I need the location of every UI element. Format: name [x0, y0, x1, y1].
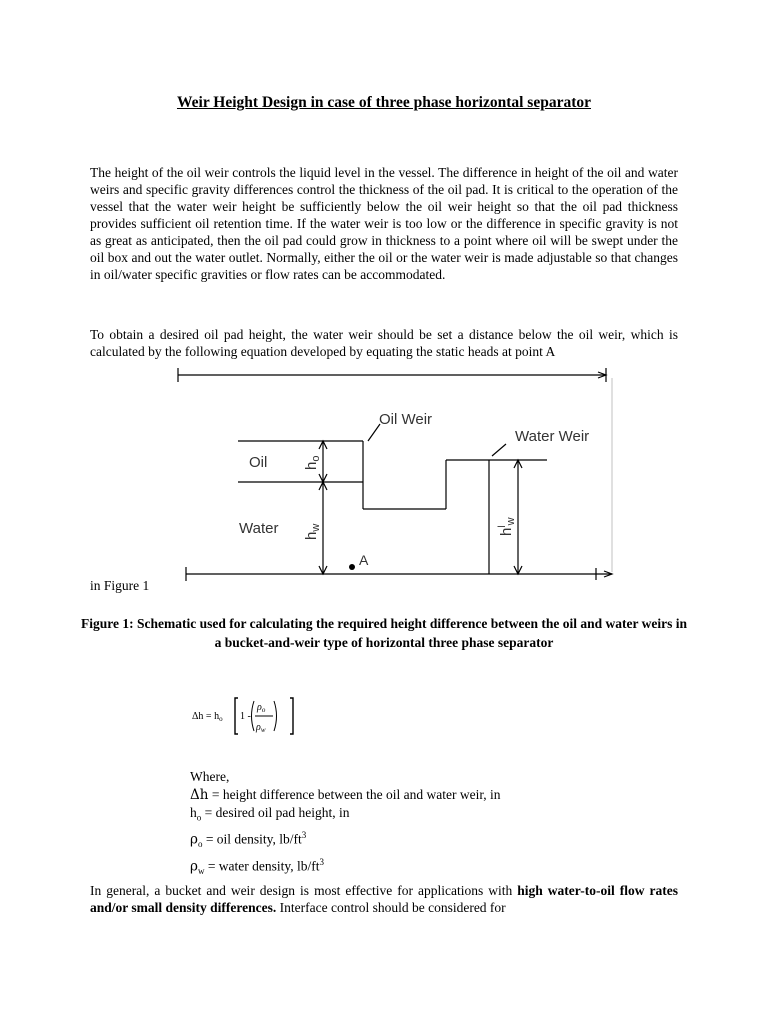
h-lw-label: $h^l_w$ [497, 517, 517, 536]
oil-weir-label: Oil Weir [379, 411, 433, 428]
water-weir-label: Water Weir [515, 428, 590, 445]
water-label: Water [239, 520, 279, 537]
oil-label: Oil [249, 454, 268, 471]
paragraph-bucket-weir: In general, a bucket and weir design is most effective for applications with high water-to-oil flow rates and/or small density differences. Interface control should be considered for [90, 883, 678, 915]
paragraph-intro: The height of the oil weir controls the liquid level in the vessel. The difference in height of the oil and water weirs and specific gravity differences control the thickness of the oil pad. It is critical to the operation of the vessel that the water weir height be sufficiently below the oil weir height so that the oil pad thickness provides sufficient oil retention time. If the water weir is too low or the difference in specific gravity is not as great as anticipated, then the oil pad could grow in thickness to a point where oil will be swept under the oil box and out the water outlet. Normally, either the oil or the water weir is made adjustable so that changes in oil/water specific gravities or flow rates can be accommodated. [90, 165, 678, 282]
paragraph-weir-distance: To obtain a desired oil pad height, the water weir should be set a distance below the oil weir, which is calculated by the following equation developed by equating the static heads at point A [90, 327, 678, 359]
h-w-label: $h_w$ [303, 523, 322, 540]
svg-text:Δh = ho: $\Delta h = h_o$ [192, 711, 223, 723]
definition-rho-w: $\rho_w$ = water density, $lb/ft^3$ [190, 856, 325, 877]
svg-text:1 -: 1 - [240, 711, 251, 722]
point-a-marker [349, 564, 355, 570]
svg-text:ρo: $\rho_o$ [257, 702, 266, 714]
where-heading: Where, [190, 769, 230, 784]
svg-text:ρw: $\rho_w$ [256, 722, 266, 734]
h-o-label: $h_o$ [303, 455, 322, 470]
page-title: Weir Height Design in case of three phase horizontal separator [176, 94, 591, 111]
figure-caption: Figure 1: Schematic used for calculating the required height difference between the oil and water weirs in a bucket-and-weir type of horizontal three phase separator [81, 616, 687, 650]
definition-h-o: $h_o$ = desired oil pad height, in [190, 805, 350, 823]
weir-height-equation [190, 692, 300, 740]
point-a-label: A [359, 552, 369, 568]
water-weir-leader [492, 444, 506, 456]
definition-rho-o: $\rho_o$ = oil density, $lb/ft^3$ [190, 830, 307, 850]
figure-reference: in Figure 1 [90, 578, 150, 593]
definition-delta-h: Δh = height difference between the oil and water weir, in [190, 786, 501, 803]
variable-definitions [190, 768, 501, 881]
